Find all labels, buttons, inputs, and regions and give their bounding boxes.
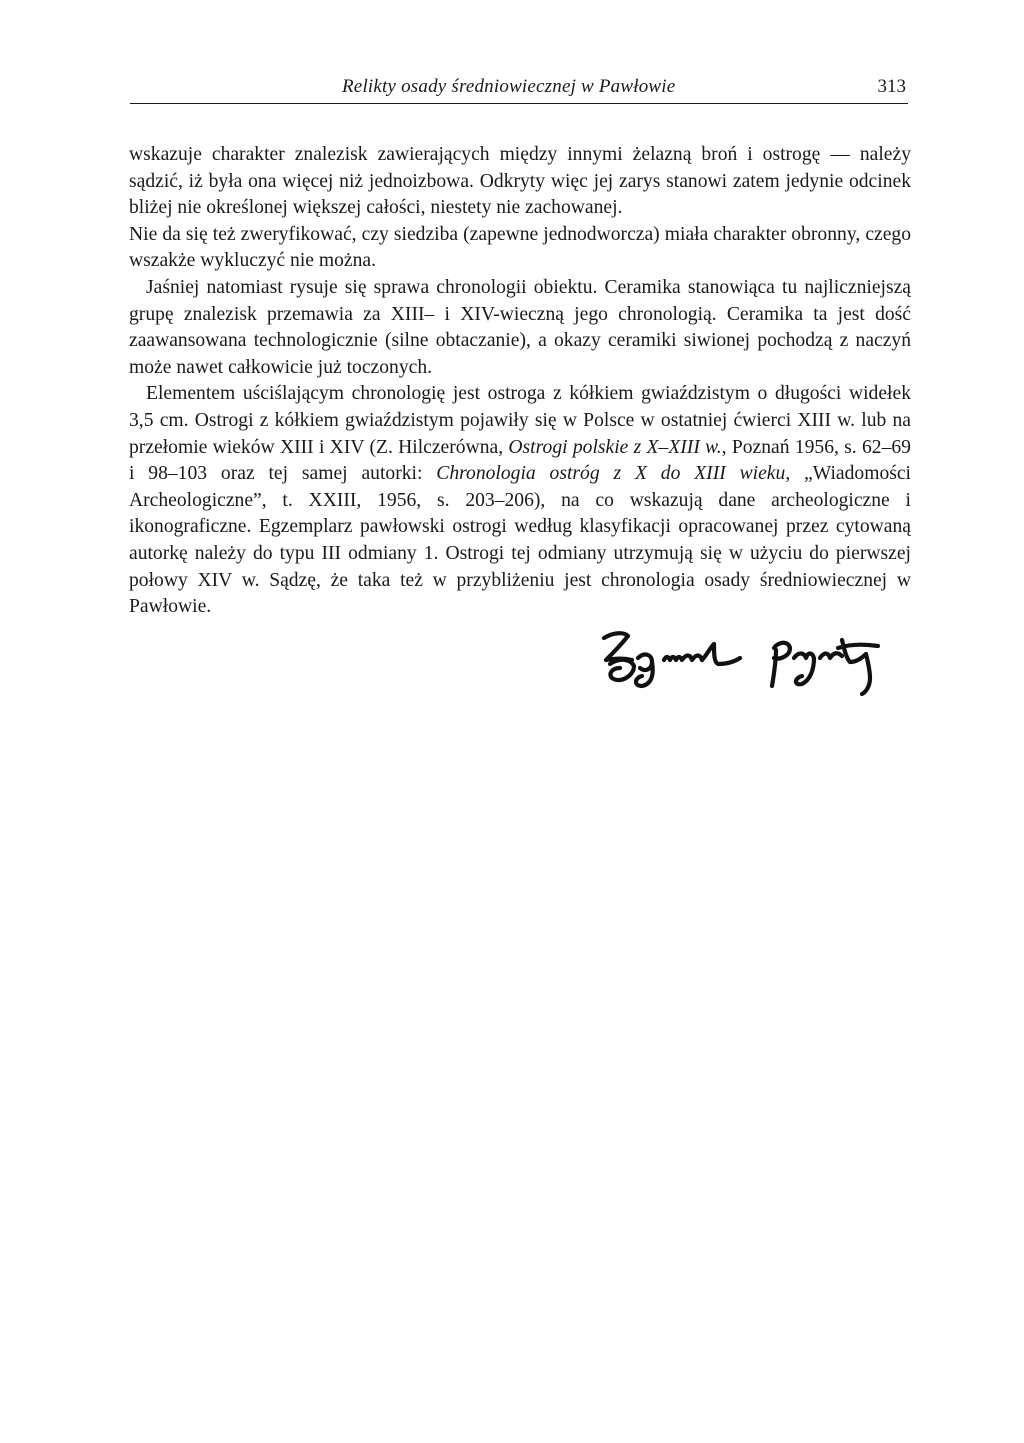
paragraph-4-text-e: , „Wiadomości Archeologiczne”, t. XXIII, 1956, s. 203–206), na co wskazują dane archeologiczne i ikonograficzne. Egzemplarz pawłowski ostrogi według klasyfikacji opracowanej przez cytowaną autorkę należy do typu III odmiany 1. Ostrogi tej odmiany utrzymują się w użyciu do pierwszej połowy XIV w. Sądzę, że taka też w przybliżeniu jest chronologia osady średniowiecznej w Pawłowie. — [129, 463, 912, 618]
running-head — [130, 76, 910, 104]
paragraph-4-text-a: Elementem uściślającym chronologię jest ostroga z kółkiem gwiaździstym o długości widełek 3,5 cm. Ostrogi z kółkiem gwiaździstym pojawiły się w Polsce w ostatniej ćwierci XIII w. lub na przełomie wieków XIII i XIV (Z. Hilczerówna, — [129, 383, 911, 458]
running-title: Relikty osady średniowiecznej w Pawłowie — [342, 76, 676, 97]
paragraph-1: wskazuje charakter znalezisk zawierających między innymi żelazną broń i ostrogę — należy sądzić, iż była ona więcej niż jednoizbowa. Odkryty więc jej zarys stanowi zatem jedynie odcinek bliżej nie określonej większej całości, niestety nie zachowanej. — [129, 144, 911, 219]
paragraph-3: Jaśniej natomiast rysuje się sprawa chronologii obiektu. Ceramika stanowiąca tu najliczniejszą grupę znalezisk przemawia za XIII– i XIV-wieczną jego chronologią. Ceramika ta jest dość zaawansowana technologicznie (silne obtaczanie), a okazy ceramiki siwionej pochodzą z naczyń może nawet całkowicie już toczonych. — [129, 276, 911, 378]
paragraph-4 — [129, 381, 911, 620]
header-rule — [130, 103, 908, 104]
article-body — [129, 142, 911, 621]
citation-title-1: Ostrogi polskie z X–XIII w. — [508, 436, 722, 458]
paragraph-4-text-c: , Poznań 1956, s. 62–69 i 98–103 oraz tej samej autorki: — [129, 436, 911, 485]
citation-title-2: Chronologia ostróg z X do XIII wieku — [436, 463, 786, 485]
page-number: 313 — [877, 76, 906, 97]
paragraph-2: Nie da się też zweryfikować, czy siedziba (zapewne jednodworcza) miała charakter obronny, czego wszakże wykluczyć nie można. — [129, 223, 911, 272]
handwritten-signature — [598, 618, 908, 708]
